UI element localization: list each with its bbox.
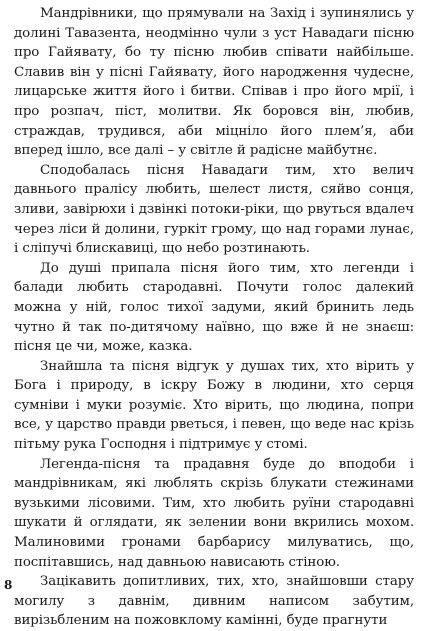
paragraph-5: Легенда-пісня та прадавня буде до вподоби і мандрівникам, які люблять скрізь блукати стежинами вузькими лісовими. Тим, хто любить руїни стародавні шукати й оглядати, як зелении вони вкрились мохом. Малиновими гронами барбарису милуватись, що, поспітавшись, над давньою нависають стіною.: [14, 456, 414, 570]
body-text: [14, 4, 414, 631]
paragraph-2: Сподобалась пісня Навадаги тим, хто велич давнього пралісу любить, шелест листя, сяйво сонця, зливи, завірюхи і дзвінкі потоки-ріки, що рвуться вдалеч через ліси й долини, гуркіт грому, що над горами лунає, і сліпучі блискавиці, що небо розтинають.: [14, 162, 414, 257]
paragraph-4: Знайшла та пісня відгук у душах тих, хто вірить у Бога і природу, в іскру Божу в людини, хто серця сумніви і муки розуміє. Хто вірить, що людина, попри все, у царство правди рветься, і певен, що веде нас крізь пітьму рука Господня і підтримує у стомі.: [14, 358, 414, 453]
page-number: 8: [4, 578, 13, 592]
paragraph-6: Зацікавить допитливих, тих, хто, знайшовши стару могилу з давнім, дивним написом забутим, вирізьбленим на пожовклому камінні, буде прагнути: [14, 574, 414, 629]
paragraph-3: До душі припала пісня його тим, хто легенди і балади любить стародавні. Почути голос далекий можна у ній, голос тихої задуми, який бринить ледь чутно й так по-дитячому наївно, що вже й не знаєш: пісня це чи, може, казка.: [14, 260, 414, 355]
paragraph-1: Мандрівники, що прямували на Захід і зупинялись у долині Тавазента, неодмінно чули з уст Навадаги пісню про Гайявату, бо ту пісню любив співати найбільше. Славив він у пісні Гайявату, його народження чудесне, лицарське життя його і битви. Співав і про його мрії, і про розпач, піст, молитви. Як боровся він, любив, страждав, трудився, аби міцніло його плем’я, аби вперед ішло, все далі – у світле й радісне майбутнє.: [14, 6, 414, 159]
